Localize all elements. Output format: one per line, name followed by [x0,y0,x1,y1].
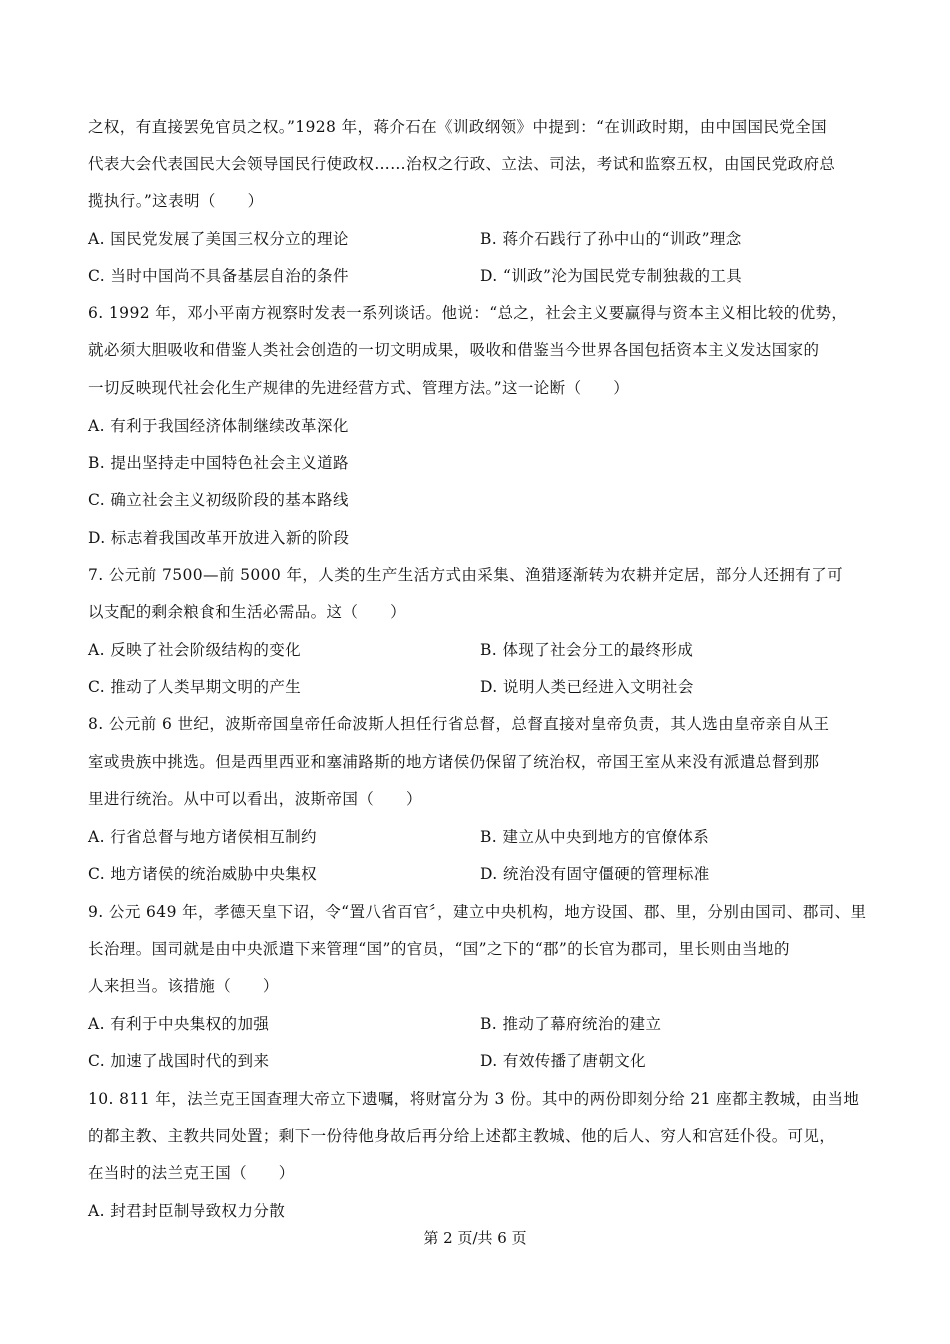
question-5-option-c: C. 当时中国尚不具备基层自治的条件 [88,267,349,285]
question-8-line-3: 里进行统治。从中可以看出，波斯帝国（ ） [88,790,422,808]
question-8-line-2: 室或贵族中挑选。但是西里西亚和塞浦路斯的地方诸侯仍保留了统治权，帝国王室从来没有派遣总督到那 [88,753,820,771]
question-8-option-c: C. 地方诸侯的统治威胁中央集权 [88,865,318,883]
question-7-option-b: B. 体现了社会分工的最终形成 [480,641,694,659]
question-9-option-b: B. 推动了幕府统治的建立 [480,1015,662,1033]
question-10-line-3: 在当时的法兰克王国（ ） [88,1164,295,1182]
question-7-option-a: A. 反映了社会阶级结构的变化 [88,641,302,659]
question-9-option-d: D. 有效传播了唐朝文化 [480,1052,647,1070]
question-6-option-a: A. 有利于我国经济体制继续改革深化 [88,417,349,435]
question-5-line-1: 之权，有直接罢免官员之权。”1928 年，蒋介石在《训政纲领》中提到：“在训政时期，由中国国民党全国 [88,118,827,136]
question-9-option-c: C. 加速了战国时代的到来 [88,1052,270,1070]
question-6-line-3: 一切反映现代社会化生产规律的先进经营方式、管理方法。”这一论断（ ） [88,379,630,397]
question-7-option-d: D. 说明人类已经进入文明社会 [480,678,694,696]
question-6-line-1: 6. 1992 年，邓小平南方视察时发表一系列谈话。他说：“总之，社会主义要赢得与资本主义相比较的优势， [88,304,848,322]
question-6-option-b: B. 提出坚持走中国特色社会主义道路 [88,454,349,472]
question-8-option-a: A. 行省总督与地方诸侯相互制约 [88,828,317,846]
question-9-line-2: 长治理。国司就是由中央派遣下来管理“国”的官员，“国”之下的“郡”的长官为郡司，里长则由当地的 [88,940,790,958]
question-5-option-d: D. “训政”沦为国民党专制独裁的工具 [480,267,743,285]
question-9-line-3: 人来担当。该措施（ ） [88,977,279,995]
question-5-option-b: B. 蒋介石践行了孙中山的“训政”理念 [480,230,742,248]
question-7-line-2: 以支配的剩余粮食和生活必需品。这（ ） [88,603,407,621]
question-10-line-1: 10. 811 年，法兰克王国查理大帝立下遗嘱，将财富分为 3 份。其中的两份即刻分给 21 座都主教城，由当地 [88,1090,860,1108]
question-8-line-1: 8. 公元前 6 世纪，波斯帝国皇帝任命波斯人担任行省总督，总督直接对皇帝负责，其人选由皇帝亲自从王 [88,715,830,733]
page-number-footer: 第 2 页/共 6 页 [423,1229,527,1247]
question-8-option-b: B. 建立从中央到地方的官僚体系 [480,828,710,846]
question-10-line-2: 的都主教、主教共同处置；剩下一份待他身故后再分给上述都主教城、他的后人、穷人和宫廷仆役。可见， [88,1127,836,1145]
question-5-line-3: 揽执行。”这表明（ ） [88,192,264,210]
question-7-line-1: 7. 公元前 7500—前 5000 年，人类的生产生活方式由采集、渔猎逐渐转为农耕并定居，部分人还拥有了可 [88,566,843,584]
question-6-option-d: D. 标志着我国改革开放进入新的阶段 [88,529,350,547]
question-9-line-1: 9. 公元 649 年，孝德天皇下诏，令“置八省百官〞，建立中央机构，地方设国、郡、里，分别由国司、郡司、里 [88,903,867,921]
question-9-option-a: A. 有利于中央集权的加强 [88,1015,270,1033]
question-10-option-a: A. 封君封臣制导致权力分散 [88,1202,286,1220]
question-6-option-c: C. 确立社会主义初级阶段的基本路线 [88,491,349,509]
question-6-line-2: 就必须大胆吸收和借鉴人类社会创造的一切文明成果，吸收和借鉴当今世界各国包括资本主义发达国家的 [88,341,820,359]
question-7-option-c: C. 推动了人类早期文明的产生 [88,678,302,696]
question-5-option-a: A. 国民党发展了美国三权分立的理论 [88,230,349,248]
question-5-line-2: 代表大会代表国民大会领导国民行使政权……治权之行政、立法、司法，考试和监察五权，由国民党政府总 [88,155,836,173]
question-8-option-d: D. 统治没有固守僵硬的管理标准 [480,865,710,883]
